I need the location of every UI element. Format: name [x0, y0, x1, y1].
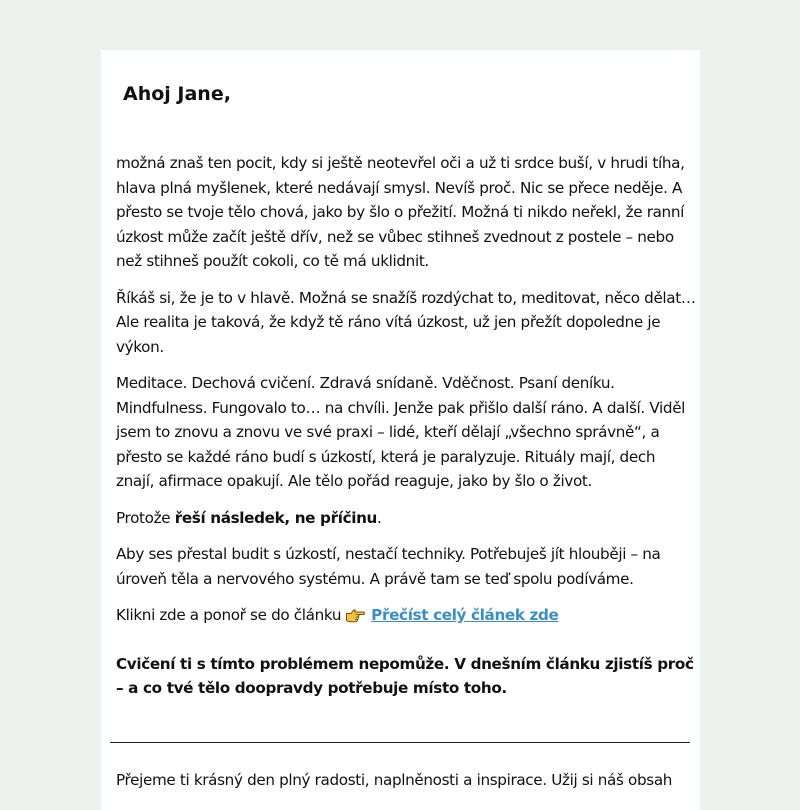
intro-paragraph: možná znaš ten pocit, kdy si ještě neotevřel oči a už ti srdce buší, v hrudi tíha, hlava plná myšlenek, které nedávají smysl. Nevíš proč. Nic se přece neděje. A přesto se tvoje tělo chová, jako by šlo o přežití. Možná ti nikdo neřekl, že ranní úzkost může začít ještě dřív, než se vůbec stihneš zvednout z postele – nebo než stihneš použít cokoli, co tě má uklidnit.	[116, 154, 685, 270]
read-article-link[interactable]: Přečíst celý článek zde	[371, 606, 559, 624]
email-body	[116, 151, 696, 701]
greeting-heading: Ahoj Jane,	[123, 83, 231, 105]
hand-pointing-right-icon	[345, 606, 365, 622]
deeper-paragraph: Aby ses přestal budit s úzkostí, nestačí techniky. Potřebuješ jít hlouběji – na úroveň těla a nervového systému. A právě tam se teď spolu podíváme.	[116, 545, 661, 588]
email-card	[101, 50, 700, 810]
footer-divider	[110, 742, 690, 743]
cause-paragraph	[116, 506, 696, 531]
footer-paragraph: Přejeme ti krásný den plný radosti, naplněnosti a inspirace. Užij si náš obsah	[116, 771, 673, 789]
summary-paragraph: Cvičení ti s tímto problémem nepomůže. V dnešním článku zjistíš proč – a co tvé tělo doopravdy potřebuje místo toho.	[116, 654, 694, 697]
cta-paragraph	[116, 603, 696, 628]
cause-emphasis: řeší následek, ne příčinu	[174, 508, 377, 527]
head-paragraph: Říkáš si, že je to v hlavě. Možná se snažíš rozdýchat to, meditovat, něco dělat… Ale realita je taková, že když tě ráno vítá úzkost, už jen přežít dopoledne je výkon.	[116, 288, 696, 356]
techniques-paragraph: Meditace. Dechová cvičení. Zdravá snídaně. Vděčnost. Psaní deníku. Mindfulness. Fungovalo to… na chvíli. Jenže pak přišlo další ráno. A další. Viděl jsem to znovu a znovu ve své praxi – lidé, kteří dělají „všechno správně“, a přesto se každé ráno budí s úzkostí, která je paralyzuje. Rituály mají, dech znají, afirmace opakují. Ale tělo pořád reaguje, jako by šlo o život.	[116, 374, 686, 490]
cause-suffix: .	[377, 508, 382, 527]
cause-prefix: Protože	[116, 508, 175, 527]
cta-text: Klikni zde a ponoř se do článku	[116, 606, 342, 624]
